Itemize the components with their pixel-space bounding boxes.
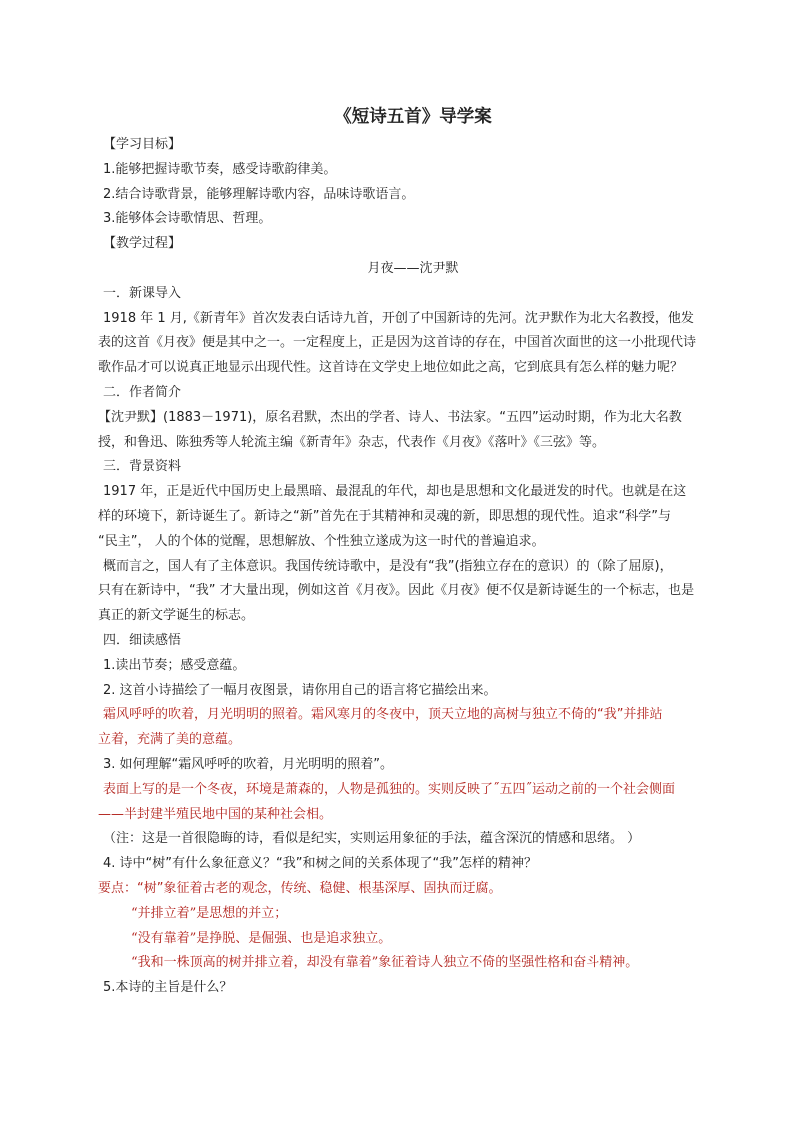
text-line-bg-3: “民主”， 人的个体的觉醒，思想解放、个性独立遂成为这一时代的普遍追求。	[98, 533, 545, 549]
text-line-obj-1: 1.能够把握诗歌节奏，感受诗歌韵律美。	[103, 161, 337, 177]
text-line-bg-6: 真正的新文学诞生的标志。	[98, 608, 255, 624]
text-line-bg-5: 只有在新诗中，“我” 才大量出现，例如这首《月夜》。因此《月夜》便不仅是新诗诞生的一个标志，也是	[98, 583, 695, 599]
text-line-a-4-1: 要点：“树”象征着古老的观念，传统、稳健、根基深厚、固执而迂腐。	[98, 880, 502, 896]
text-line-a-3-1: 表面上写的是一个冬夜，环境是萧森的，人物是孤独的。实则反映了˝五四˝运动之前的一个社会侧面	[103, 781, 676, 797]
text-line-a-2-1: 霜风呼呼的吹着，月光明明的照着。霜风寒月的冬夜中，顶天立地的高树与独立不倚的“我”并排站	[103, 707, 663, 723]
text-line-q-3: 3. 如何理解“霜风呼呼的吹着，月光明明的照着”。	[103, 756, 394, 772]
text-line-a-2-2: 立着，充满了美的意蕴。	[98, 732, 242, 748]
text-line-sec-4: 四．细读感悟	[103, 632, 182, 648]
text-line-a-4-3: “没有靠着”是挣脱、是倔强、也是追求独立。	[131, 930, 392, 946]
document-page	[98, 103, 728, 1001]
text-line-intro-3: 歌作品才可以说真正地显示出现代性。这首诗在文学史上地位如此之高，它到底具有怎么样的魅力呢？	[98, 360, 684, 376]
text-line-note-3: （注：这是一首很隐晦的诗，看似是纪实，实则运用象征的手法，蕴含深沉的情感和思绪。 ）	[103, 831, 641, 847]
document-body	[98, 133, 728, 1001]
text-line-intro-2: 表的这首《月夜》便是其中之一。一定程度上，正是因为这首诗的存在，中国首次面世的这一小批现代诗	[98, 335, 697, 351]
text-line-obj-3: 3.能够体会诗歌情思、哲理。	[103, 211, 272, 227]
text-line-a-3-2: ——半封建半殖民地中国的某种社会相。	[98, 806, 333, 822]
text-line-sec-3: 三．背景资料	[103, 459, 182, 475]
text-line-author-1: 【沈尹默】(1883－1971)，原名君默，杰出的学者、诗人、书法家。“五四”运动时期，作为北大名教	[98, 409, 682, 425]
text-line-a-4-4: “我和一株顶高的树并排立着，却没有靠着”象征着诗人独立不倚的坚强性格和奋斗精神。	[131, 955, 639, 971]
text-line-q-5: 5.本诗的主旨是什么？	[103, 980, 233, 996]
text-line-sec-2: 二．作者简介	[103, 384, 182, 400]
text-line-bg-1: 1917 年，正是近代中国历史上最黑暗、最混乱的年代，却也是思想和文化最迸发的时代。也就是在这	[103, 484, 687, 500]
text-line-obj-heading: 【学习目标】	[103, 137, 182, 152]
text-line-q-2: 2. 这首小诗描绘了一幅月夜图景，请你用自己的语言将它描绘出来。	[103, 682, 497, 698]
text-line-poem-title: 月夜——沈尹默	[367, 260, 459, 276]
text-line-q-4: 4. 诗中“树”有什么象征意义？“我”和树之间的关系体现了“我”怎样的精神？	[103, 856, 537, 872]
text-line-q-1: 1.读出节奏；感受意蕴。	[103, 657, 246, 673]
text-line-bg-4: 概而言之，国人有了主体意识。我国传统诗歌中，是没有“我”(指独立存在的意识）的（除了屈原)，	[103, 558, 673, 574]
text-line-obj-2: 2.结合诗歌背景，能够理解诗歌内容，品味诗歌语言。	[103, 186, 415, 202]
document-title: 《短诗五首》导学案	[334, 107, 492, 127]
text-line-intro-1: 1918 年 1 月,《新青年》首次发表白话诗九首，开创了中国新诗的先河。沈尹默作为北大名教授，他发	[103, 310, 694, 326]
text-line-author-2: 授，和鲁迅、陈独秀等人轮流主编《新青年》杂志，代表作《月夜》《落叶》《三弦》等。	[98, 434, 606, 450]
text-line-process-heading: 【教学过程】	[103, 236, 182, 252]
text-line-bg-2: 样的环境下，新诗诞生了。新诗之“新”首先在于其精神和灵魂的新，即思想的现代性。追求“科学”与	[98, 508, 671, 524]
text-line-sec-1: 一．新课导入	[103, 285, 182, 301]
text-line-a-4-2: “并排立着”是思想的并立；	[131, 905, 288, 921]
